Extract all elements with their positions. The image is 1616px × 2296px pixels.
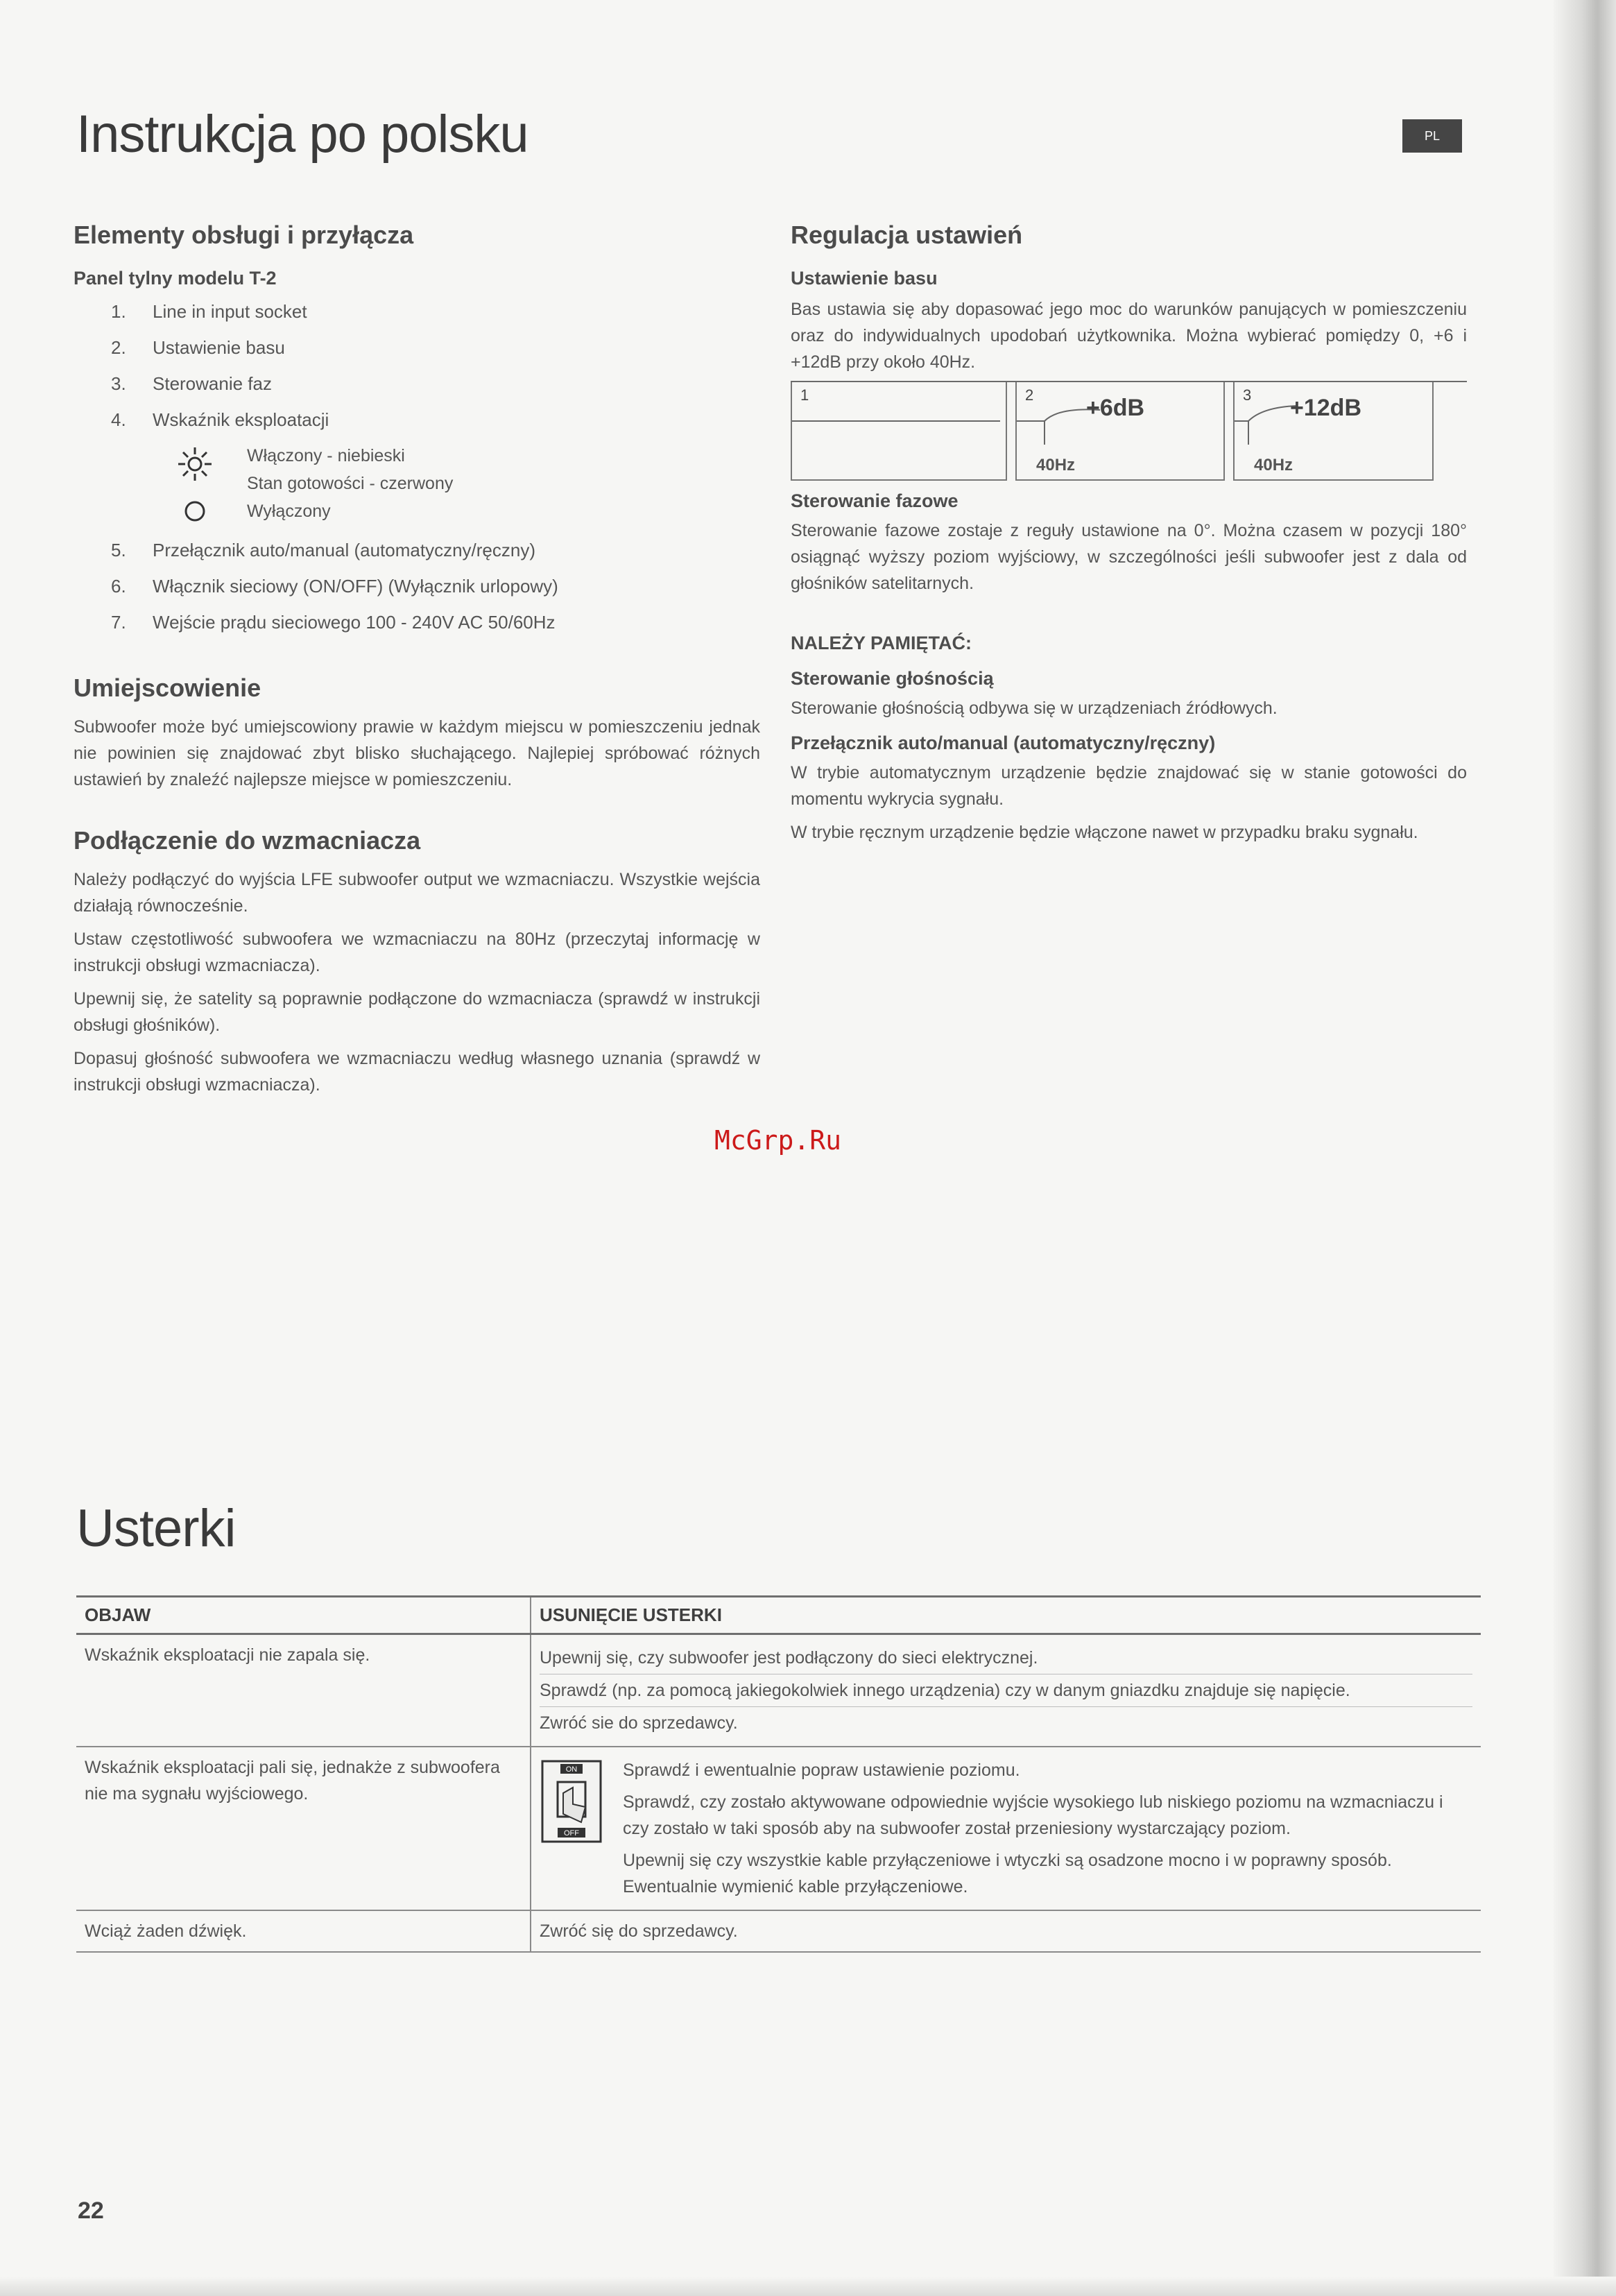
volume-text: Sterowanie głośnością odbywa się w urządzeniach źródłowych. bbox=[791, 699, 1278, 718]
amp-paragraph: Dopasuj głośność subwoofera we wzmacniaczu według własnego uznania (sprawdź w instrukcji obsługi wzmacniacza). bbox=[74, 1049, 760, 1095]
controls-heading: Elementy obsługi i przyłącza bbox=[74, 221, 414, 249]
amp-paragraph: Należy podłączyć do wyjścia LFE subwoofer output we wzmacniaczu. Wszystkie wejścia działają równocześnie. bbox=[74, 870, 760, 916]
svg-text:ON: ON bbox=[565, 1765, 578, 1774]
symptom-cell: Wskaźnik eksploatacji nie zapala się. bbox=[76, 1634, 531, 1747]
controls-list-b bbox=[74, 532, 760, 640]
list-item: 3. Sterowanie faz bbox=[111, 373, 272, 394]
legend-standby: Stan gotowości - czerwony bbox=[247, 474, 454, 493]
phase-heading: Sterowanie fazowe bbox=[791, 490, 959, 511]
page-edge-shadow bbox=[1554, 0, 1616, 2296]
bass-settings-diagram bbox=[791, 381, 1467, 481]
page-title: Instrukcja po polsku bbox=[76, 105, 528, 164]
bass-option-1: 1 bbox=[791, 382, 1007, 481]
volume-heading: Sterowanie głośnością bbox=[791, 668, 994, 689]
bass-heading: Ustawienie basu bbox=[791, 268, 938, 289]
right-column bbox=[791, 221, 1467, 846]
page-number: 22 bbox=[78, 2198, 104, 2224]
amp-heading: Podłączenie do wzmacniacza bbox=[74, 826, 421, 855]
bass-option-3: 3 +12dB 40Hz bbox=[1233, 382, 1434, 481]
faults-title: Usterki bbox=[76, 1499, 236, 1558]
page-bottom-shadow bbox=[0, 2277, 1616, 2296]
list-item: 4. Wskaźnik eksploatacji bbox=[111, 409, 329, 430]
symptom-cell: Wskaźnik eksploatacji pali się, jednakże z subwoofera nie ma sygnału wyjściowego. bbox=[76, 1747, 531, 1910]
symptom-cell: Wciąż żaden dźwięk. bbox=[76, 1910, 531, 1952]
flat-curve-icon bbox=[792, 382, 1006, 479]
bass-text: Bas ustawia się aby dopasować jego moc do warunków panujących w pomieszczeniu oraz do indywidualnych upodobań użytkownika. Można wybierać pomiędzy 0, +6 i +12dB przy około 40Hz. bbox=[791, 300, 1467, 372]
controls-subheading: Panel tylny modelu T-2 bbox=[74, 268, 277, 289]
list-item: 6. Włącznik sieciowy (ON/OFF) (Wyłącznik urlopowy) bbox=[111, 576, 558, 597]
phase-text: Sterowanie fazowe zostaje z reguły ustawione na 0°. Można czasem w pozycji 180° osiągnąć wyższy poziom wyjściowy, w szczególności jeśli subwoofer jest z dala od głośników satelitarnych. bbox=[791, 521, 1467, 593]
svg-text:OFF: OFF bbox=[564, 1829, 579, 1837]
controls-list-a bbox=[74, 293, 760, 438]
auto-text: W trybie ręcznym urządzenie będzie włączone nawet w przypadku braku sygnału. bbox=[791, 823, 1418, 842]
amp-paragraph: Ustaw częstotliwość subwoofera we wzmacniaczu na 80Hz (przeczytaj informację w instrukcji obsługi wzmacniacza). bbox=[74, 929, 760, 975]
left-column bbox=[74, 221, 760, 1098]
amp-paragraph: Upewnij się, że satelity są poprawnie podłączone do wzmacniacza (sprawdź w instrukcji obsługi głośników). bbox=[74, 989, 760, 1035]
legend-on: Włączony - niebieski bbox=[247, 446, 405, 465]
list-item: 7. Wejście prądu sieciowego 100 - 240V AC 50/60Hz bbox=[111, 612, 556, 633]
table-row bbox=[76, 1910, 1481, 1952]
table-row bbox=[76, 1747, 1481, 1910]
table-row bbox=[76, 1634, 1481, 1747]
list-item: 1. Line in input socket bbox=[111, 301, 307, 322]
indicator-legend bbox=[74, 442, 760, 525]
list-item: 2. Ustawienie basu bbox=[111, 337, 285, 358]
fix-cell: ON OFF Sprawdź i ewentualnie popraw ustawienie poziomu. Sprawdź, czy zostało aktywowane odpowiednie wyjście wysokiego lub niskiego poziomu na wzmacniaczu i czy zostało w taki sposób aby na subwoofer został przeniesiony wystarczający poziom. Upewnij się czy wszystkie kable przyłączeniowe i wtyczki są osadzone mocno i w poprawny sposób. Ewentualnie wymienić kable przyłączeniowe. bbox=[531, 1747, 1481, 1910]
column-header-fix: USUNIĘCIE USTERKI bbox=[531, 1597, 1481, 1634]
fix-cell: Upewnij się, czy subwoofer jest podłączony do sieci elektrycznej. Sprawdź (np. za pomocą jakiegokolwiek innego urządzenia) czy w danym gniazdku znajduje się napięcie. Zwróć sie do sprzedawcy. bbox=[531, 1634, 1481, 1747]
on-off-switch-icon bbox=[540, 1754, 623, 1903]
settings-heading: Regulacja ustawień bbox=[791, 221, 1023, 249]
placement-heading: Umiejscowienie bbox=[74, 674, 261, 702]
legend-off: Wyłączony bbox=[247, 502, 331, 521]
auto-text: W trybie automatycznym urządzenie będzie znajdować się w stanie gotowości do momentu wykrycia sygnału. bbox=[791, 763, 1467, 809]
sun-icon bbox=[171, 442, 219, 470]
language-badge: PL bbox=[1402, 119, 1462, 153]
auto-heading: Przełącznik auto/manual (automatyczny/ręczny) bbox=[791, 733, 1216, 753]
column-header-symptom: OBJAW bbox=[76, 1597, 531, 1634]
list-item: 5. Przełącznik auto/manual (automatyczny/ręczny) bbox=[111, 540, 536, 560]
table-header-row bbox=[76, 1597, 1481, 1634]
faults-table bbox=[76, 1595, 1481, 1953]
watermark: McGrp.Ru bbox=[714, 1125, 842, 1156]
placement-text: Subwoofer może być umiejscowiony prawie w każdym miejscu w pomieszczeniu jednak nie powinien się znajdować zbyt blisko słuchającego. Najlepiej spróbować różnych ustawień by znaleźć najlepsze miejsce w pomieszczeniu. bbox=[74, 717, 760, 789]
remember-heading: NALEŻY PAMIĘTAĆ: bbox=[791, 633, 972, 653]
fix-cell: Zwróć się do sprzedawcy. bbox=[531, 1910, 1481, 1952]
bass-option-2: 2 +6dB 40Hz bbox=[1015, 382, 1225, 481]
off-circle-icon bbox=[171, 497, 219, 525]
